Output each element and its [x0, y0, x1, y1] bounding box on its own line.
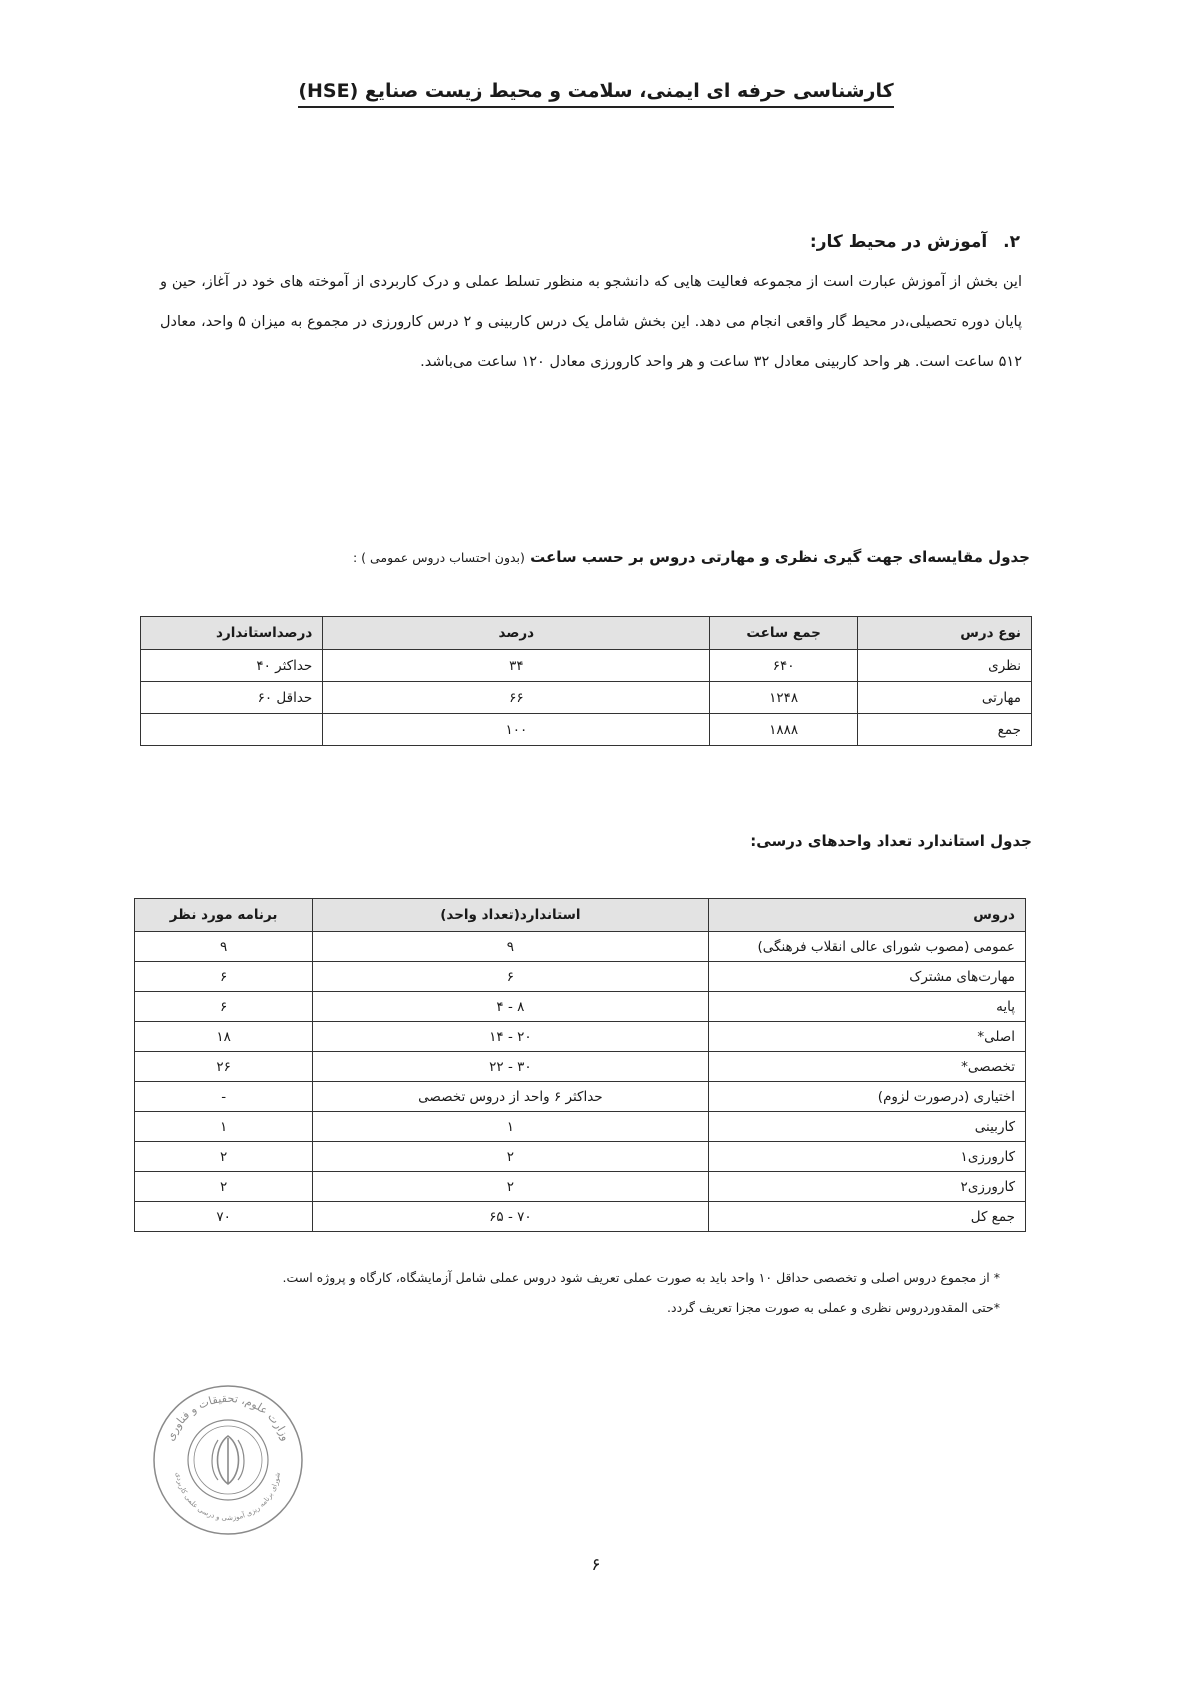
document-title: کارشناسی حرفه ای ایمنی، سلامت و محیط زیست صنایع (HSE) — [298, 80, 893, 108]
header-standard-units: استاندارد(تعداد واحد) — [313, 899, 708, 932]
cell-course: اصلی* — [708, 1022, 1025, 1052]
cell-standard: ۲ — [313, 1172, 708, 1202]
comparison-hours-table — [140, 616, 1032, 746]
table1-caption — [353, 548, 1030, 566]
cell-standard: ۳۰ - ۲۲ — [313, 1052, 708, 1082]
header-total-hours: جمع ساعت — [710, 617, 857, 650]
footnote-1: * از مجموع دروس اصلی و تخصصی حداقل ۱۰ واحد باید به صورت عملی تعریف شود دروس عملی شامل آزمایشگاه، کارگاه و پروژه است. — [282, 1270, 1000, 1285]
cell-plan: - — [135, 1082, 313, 1112]
cell-total-hours: ۱۲۴۸ — [710, 682, 857, 714]
table-row — [135, 1172, 1026, 1202]
cell-course: مهارت‌های مشترک — [708, 962, 1025, 992]
cell-course-type: نظری — [857, 650, 1031, 682]
cell-course: کارورزی۱ — [708, 1142, 1025, 1172]
table-row — [141, 650, 1032, 682]
table-row — [135, 1082, 1026, 1112]
header-planned: برنامه مورد نظر — [135, 899, 313, 932]
cell-course: جمع کل — [708, 1202, 1025, 1232]
cell-percent: ۶۶ — [323, 682, 710, 714]
cell-standard: ۲ — [313, 1142, 708, 1172]
cell-course-type: مهارتی — [857, 682, 1031, 714]
cell-standard: ۲۰ - ۱۴ — [313, 1022, 708, 1052]
cell-percent: ۳۴ — [323, 650, 710, 682]
header-course-type: نوع درس — [857, 617, 1031, 650]
cell-standard-percent: حداقل ۶۰ — [141, 682, 323, 714]
cell-percent: ۱۰۰ — [323, 714, 710, 746]
header-standard-percent: درصداستاندارد — [141, 617, 323, 650]
cell-standard: ۶ — [313, 962, 708, 992]
cell-course: اختیاری (درصورت لزوم) — [708, 1082, 1025, 1112]
cell-standard-percent: حداکثر ۴۰ — [141, 650, 323, 682]
cell-plan: ۷۰ — [135, 1202, 313, 1232]
seal-text-top: وزارت علوم، تحقیقات و فناوری — [163, 1391, 293, 1443]
cell-course-type: جمع — [857, 714, 1031, 746]
table-header-row — [141, 617, 1032, 650]
table-header-row — [135, 899, 1026, 932]
cell-plan: ۲ — [135, 1142, 313, 1172]
header-percent: درصد — [323, 617, 710, 650]
document-title-block — [0, 80, 1192, 108]
seal-text-bottom: شورای برنامه ریزی آموزشی و درسی علمی کاربردی — [174, 1471, 282, 1523]
cell-plan: ۶ — [135, 962, 313, 992]
seal-graphic — [154, 1386, 302, 1534]
course-units-table — [134, 898, 1026, 1232]
page-number: ۶ — [591, 1555, 601, 1575]
table-row — [135, 932, 1026, 962]
table-row — [135, 1112, 1026, 1142]
table1-caption-text: جدول مقایسه‌ای جهت گیری نظری و مهارتی دروس بر حسب ساعت — [530, 548, 1030, 566]
table-row — [135, 1022, 1026, 1052]
ministry-seal-icon — [148, 1380, 308, 1540]
table-row — [141, 682, 1032, 714]
section-heading — [810, 232, 1020, 252]
cell-course: تخصصی* — [708, 1052, 1025, 1082]
cell-standard: ۷۰ - ۶۵ — [313, 1202, 708, 1232]
table2-caption: جدول استاندارد تعداد واحدهای درسی: — [750, 832, 1032, 850]
cell-course: عمومی (مصوب شورای عالی انقلاب فرهنگی) — [708, 932, 1025, 962]
table-row — [141, 714, 1032, 746]
table-row — [135, 992, 1026, 1022]
cell-standard-percent — [141, 714, 323, 746]
cell-plan: ۱۸ — [135, 1022, 313, 1052]
table-row — [135, 962, 1026, 992]
cell-total-hours: ۶۴۰ — [710, 650, 857, 682]
table-row — [135, 1202, 1026, 1232]
footnote-2: *حتی المقدوردروس نظری و عملی به صورت مجزا تعریف گردد. — [667, 1300, 1000, 1315]
cell-standard: ۹ — [313, 932, 708, 962]
cell-plan: ۹ — [135, 932, 313, 962]
table1-caption-note: (بدون احتساب دروس عمومی ) : — [352, 550, 525, 565]
table-row — [135, 1052, 1026, 1082]
cell-standard: ۱ — [313, 1112, 708, 1142]
cell-standard: ۸ - ۴ — [313, 992, 708, 1022]
cell-plan: ۶ — [135, 992, 313, 1022]
cell-total-hours: ۱۸۸۸ — [710, 714, 857, 746]
section-number: ۲. — [1003, 232, 1020, 252]
cell-plan: ۱ — [135, 1112, 313, 1142]
cell-standard: حداکثر ۶ واحد از دروس تخصصی — [313, 1082, 708, 1112]
section-paragraph: این بخش از آموزش عبارت است از مجموعه فعالیت هایی که دانشجو به منظور تسلط عملی و درک کاربردی از آموخته های خود در آغاز، حین و پایان دوره تحصیلی،در محیط گار واقعی انجام می دهد. این بخش شامل یک درس کاربینی و ۲ درس کارورزی در مجموع به میزان ۵ واحد، معادل ۵۱۲ ساعت است. هر واحد کاربینی معادل ۳۲ ساعت و هر واحد کارورزی معادل ۱۲۰ ساعت می‌باشد. — [160, 274, 1023, 370]
cell-course: پایه — [708, 992, 1025, 1022]
table-row — [135, 1142, 1026, 1172]
section-heading-text: آموزش در محیط کار: — [809, 232, 988, 252]
cell-plan: ۲۶ — [135, 1052, 313, 1082]
cell-plan: ۲ — [135, 1172, 313, 1202]
header-courses: دروس — [708, 899, 1025, 932]
cell-course: کاربینی — [708, 1112, 1025, 1142]
cell-course: کارورزی۲ — [708, 1172, 1025, 1202]
